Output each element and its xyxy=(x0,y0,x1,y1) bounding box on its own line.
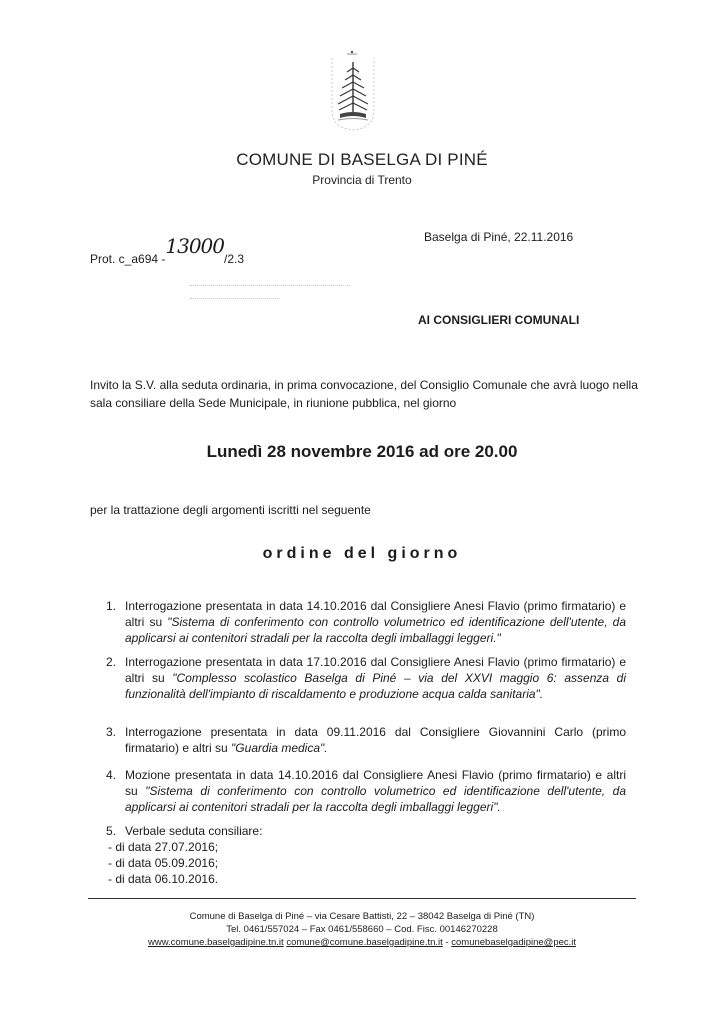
agenda-item-number: 5. xyxy=(106,824,117,838)
scan-specks xyxy=(190,285,350,286)
agenda-item-5 xyxy=(106,823,626,887)
province-subtitle: Provincia di Trento xyxy=(312,173,412,187)
protocol-suffix: /2.3 xyxy=(224,252,245,266)
fir-tree-crest-icon xyxy=(328,48,378,132)
agenda-title: ordine del giorno xyxy=(262,545,462,562)
recipient-line: AI CONSIGLIERI COMUNALI xyxy=(418,313,580,327)
footer-separator: - xyxy=(442,937,452,948)
footer xyxy=(0,910,724,949)
pec-link[interactable]: comunebaselgadipine@pec.it xyxy=(451,937,577,948)
agenda-item-number: 1. xyxy=(106,599,117,613)
intro-paragraph: Invito la S.V. alla seduta ordinaria, in prima convocazione, del Consiglio Comunale che avrà luogo nella sala consiliare della Sede Municipale, in riunione pubblica, nel giorno xyxy=(90,378,638,410)
minutes-date: - di data 06.10.2016. xyxy=(108,872,219,886)
minutes-date: - di data 05.09.2016; xyxy=(108,856,219,870)
protocol-handwritten-number: 13000 xyxy=(165,234,224,258)
website-link[interactable]: www.comune.baselgadipine.tn.it xyxy=(147,937,284,948)
minutes-date: - di data 27.07.2016; xyxy=(108,840,219,854)
footer-address: Comune di Baselga di Piné – via Cesare Battisti, 22 – 38042 Baselga di Piné (TN) xyxy=(189,911,535,922)
agenda-item-text: Interrogazione presentata in data 09.11.2016 dal Consigliere Giovannini Carlo (primo firmatario) e altri su xyxy=(125,725,626,755)
email-link[interactable]: comune@comune.baselgadipine.tn.it xyxy=(286,937,443,948)
agenda-item-text: Interrogazione presentata in data 17.10.2016 dal Consigliere Anesi Flavio (primo firmatario) e altri su xyxy=(125,655,626,685)
agenda-item-subject: "Guardia medica". xyxy=(231,741,328,755)
protocol-prefix: Prot. c_a694 - xyxy=(90,252,166,266)
agenda-item-3 xyxy=(106,724,626,756)
agenda-item-subject: "Sistema di conferimento con controllo volumetrico ed identificazione dell'utente, da applicarsi ai contenitori stradali per la raccolta degli imballaggi leggeri". xyxy=(125,784,626,814)
agenda-lead-in: per la trattazione degli argomenti iscritti nel seguente xyxy=(90,503,371,517)
agenda-item-subject: "Complesso scolastico Baselga di Piné – via del XXVI maggio 6: assenza di funzionalità dell'impianto di riscaldamento e produzione acqua calda sanitaria". xyxy=(125,671,626,701)
footer-divider xyxy=(88,898,636,899)
agenda-item-text: Verbale seduta consiliare: xyxy=(125,824,263,838)
agenda-item-number: 4. xyxy=(106,768,117,782)
agenda-item-2 xyxy=(106,654,626,702)
footer-phone: Tel. 0461/557024 – Fax 0461/558660 – Cod. Fisc. 00146270228 xyxy=(226,924,498,935)
municipality-title: COMUNE DI BASELGA DI PINÉ xyxy=(236,150,488,169)
agenda-item-number: 2. xyxy=(106,655,117,669)
scan-specks xyxy=(190,298,280,299)
footer-contacts xyxy=(0,936,724,949)
agenda-item-4 xyxy=(106,767,626,815)
agenda-item-subject: "Sistema di conferimento con controllo volumetrico ed identificazione dell'utente, da applicarsi ai contenitori stradali per la raccolta degli imballaggi leggeri." xyxy=(125,615,626,645)
agenda-item-text: Interrogazione presentata in data 14.10.2016 dal Consigliere Anesi Flavio (primo firmatario) e altri su xyxy=(125,599,626,629)
agenda-item-text: Mozione presentata in data 14.10.2016 dal Consigliere Anesi Flavio (primo firmatario) e altri su xyxy=(125,768,626,798)
agenda-item-1 xyxy=(106,598,626,646)
agenda-item-number: 3. xyxy=(106,725,117,739)
meeting-date: Lunedì 28 novembre 2016 ad ore 20.00 xyxy=(206,442,518,461)
protocol-number xyxy=(90,234,245,268)
place-and-date: Baselga di Piné, 22.11.2016 xyxy=(424,230,574,244)
